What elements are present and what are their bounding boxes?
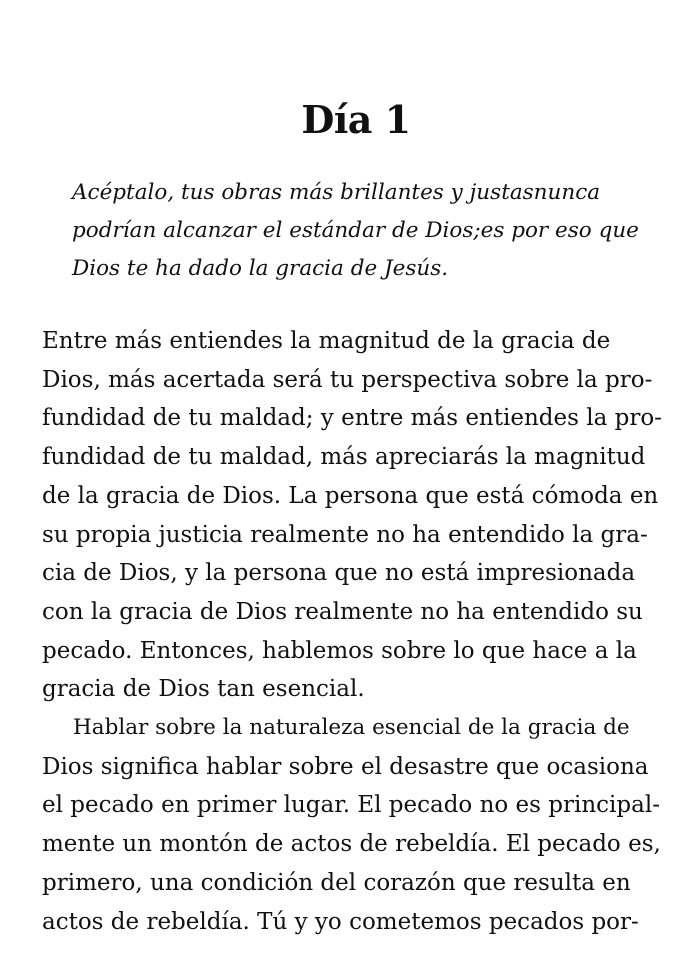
- paragraph: [42, 709, 662, 941]
- text-line: pecado. Entonces, hablemos sobre lo que hace a la: [42, 637, 637, 664]
- text-line: gracia de Dios tan esencial.: [42, 676, 365, 703]
- text-line: Entre más entiendes la magnitud de la gracia de: [42, 328, 611, 354]
- epigraph-line: podrían alcanzar el estándar de Dios;es por eso que: [72, 218, 639, 243]
- text-line: fundidad de tu maldad; y entre más entiendes la pro-: [42, 405, 662, 432]
- text-line: Dios, más acertada será tu perspectiva sobre la pro-: [42, 366, 653, 393]
- epigraph: [72, 174, 672, 288]
- text-line: cia de Dios, y la persona que no está impresionada: [42, 560, 636, 587]
- text-line: su propia justicia realmente no ha entendido la gra-: [42, 521, 648, 548]
- page-title: Día 1: [301, 97, 411, 142]
- text-line: mente un montón de actos de rebeldía. El pecado es,: [42, 831, 661, 858]
- text-line: primero, una condición del corazón que resulta en: [42, 869, 631, 896]
- paragraph: [42, 322, 662, 709]
- text-line: el pecado en primer lugar. El pecado no es principal-: [42, 792, 660, 819]
- epigraph-line: Dios te ha dado la gracia de Jesús.: [72, 256, 449, 281]
- text-line: Hablar sobre la naturaleza esencial de la gracia de: [73, 715, 630, 741]
- text-line: fundidad de tu maldad, más apreciarás la magnitud: [42, 444, 646, 471]
- body-text: [42, 322, 662, 941]
- epigraph-line: Acéptalo, tus obras más brillantes y justasnunca: [72, 180, 601, 205]
- text-line: con la gracia de Dios realmente no ha entendido su: [42, 598, 643, 625]
- text-line: actos de rebeldía. Tú y yo cometemos pecados por-: [42, 908, 639, 935]
- text-line: Dios significa hablar sobre el desastre que ocasiona: [42, 753, 649, 780]
- text-line: de la gracia de Dios. La persona que está cómoda en: [42, 482, 659, 509]
